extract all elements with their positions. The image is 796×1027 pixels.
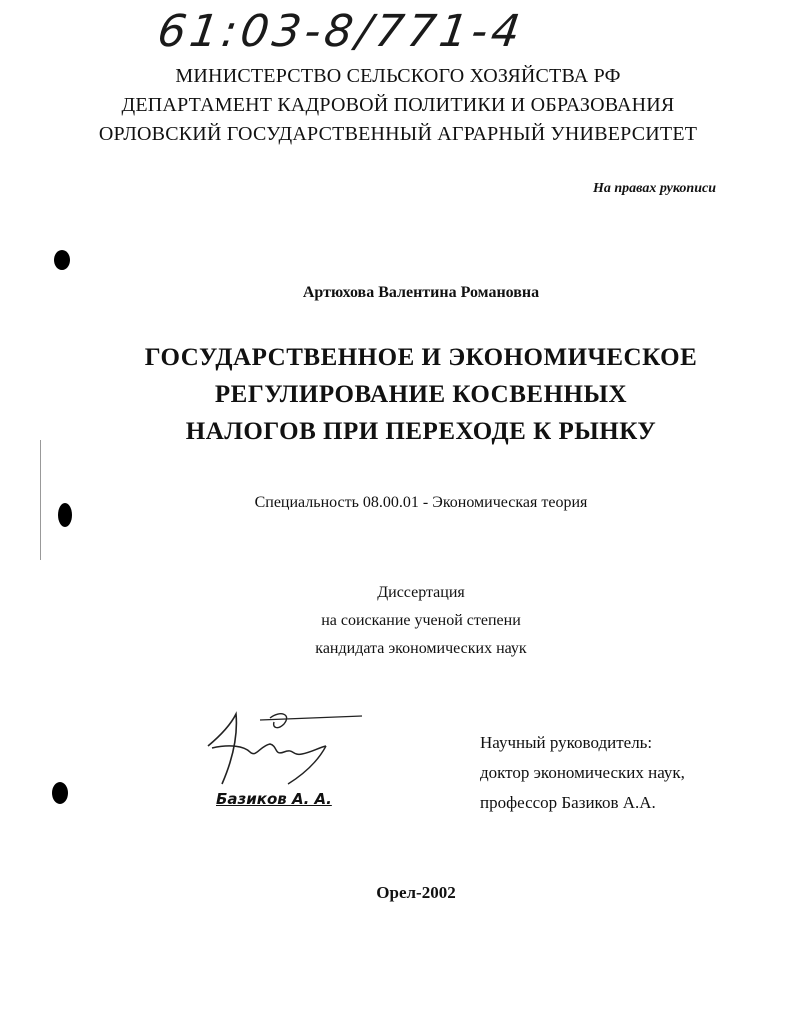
institution-header bbox=[0, 62, 796, 149]
punch-hole-bottom bbox=[52, 782, 68, 804]
degree-block bbox=[0, 579, 796, 663]
degree-line-1: Диссертация bbox=[377, 584, 465, 601]
header-line-university: ОРЛОВСКИЙ ГОСУДАРСТВЕННЫЙ АГРАРНЫЙ УНИВЕРСИТЕТ bbox=[98, 123, 698, 145]
title-line-2: РЕГУЛИРОВАНИЕ КОСВЕННЫХ bbox=[214, 381, 628, 408]
title-line-3: НАЛОГОВ ПРИ ПЕРЕХОДЕ К РЫНКУ bbox=[185, 418, 657, 445]
title-line-1: ГОСУДАРСТВЕННОЕ И ЭКОНОМИЧЕСКОЕ bbox=[144, 344, 698, 371]
rights-note: На правах рукописи bbox=[593, 181, 716, 196]
punch-hole-top bbox=[54, 250, 70, 270]
header-line-department: ДЕПАРТАМЕНТ КАДРОВОЙ ПОЛИТИКИ И ОБРАЗОВАНИЯ bbox=[121, 94, 675, 116]
supervisor-line-1: Научный руководитель: bbox=[480, 733, 653, 752]
specialty: Специальность 08.00.01 - Экономическая теория bbox=[254, 494, 588, 511]
supervisor-line-3: профессор Базиков А.А. bbox=[480, 793, 656, 812]
header-line-ministry: МИНИСТЕРСТВО СЕЛЬСКОГО ХОЗЯЙСТВА РФ bbox=[175, 65, 621, 87]
city-year: Орел-2002 bbox=[376, 883, 456, 902]
supervisor-line-2: доктор экономических наук, bbox=[480, 763, 685, 782]
dissertation-title bbox=[0, 339, 796, 450]
archive-number: 61:03-8/771-4 bbox=[154, 6, 527, 57]
degree-line-3: кандидата экономических наук bbox=[315, 640, 527, 657]
degree-line-2: на соискание ученой степени bbox=[321, 612, 521, 629]
signature-caption: Базиков А. А. bbox=[216, 790, 332, 808]
supervisor-signature bbox=[200, 706, 380, 796]
author-name: Артюхова Валентина Романовна bbox=[302, 284, 540, 301]
supervisor-block bbox=[480, 728, 685, 818]
